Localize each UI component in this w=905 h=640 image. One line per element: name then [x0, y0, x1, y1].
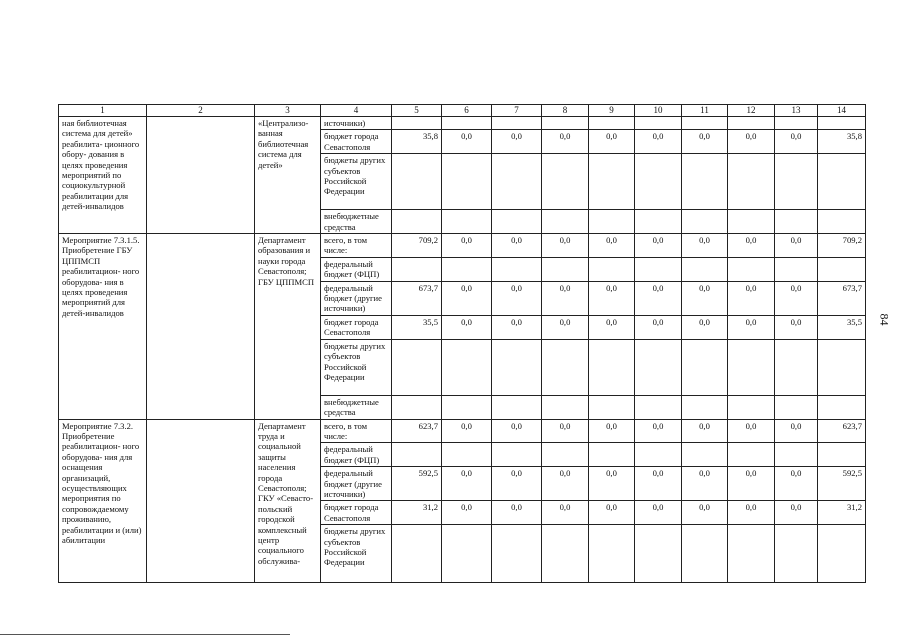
value-cell: 0,0: [492, 315, 542, 339]
value-cell: 0,0: [492, 234, 542, 258]
value-cell: [728, 339, 775, 395]
value-cell: [728, 395, 775, 419]
value-cell: [442, 339, 492, 395]
value-cell: [392, 154, 442, 210]
column-header: 4: [321, 105, 392, 117]
value-cell: 0,0: [682, 234, 728, 258]
value-cell: 0,0: [492, 419, 542, 443]
value-cell: [442, 395, 492, 419]
table-row: [59, 117, 866, 130]
column-header: 3: [255, 105, 321, 117]
empty-cell: [147, 419, 255, 583]
value-cell: [682, 443, 728, 467]
value-cell: [818, 210, 866, 234]
value-cell: 0,0: [442, 234, 492, 258]
value-cell: 0,0: [775, 467, 818, 501]
value-cell: [542, 339, 589, 395]
value-cell: [542, 525, 589, 583]
value-cell: [442, 443, 492, 467]
value-cell: 623,7: [392, 419, 442, 443]
value-cell: [635, 117, 682, 130]
value-cell: 673,7: [818, 281, 866, 315]
value-cell: 0,0: [492, 501, 542, 525]
value-cell: 0,0: [442, 315, 492, 339]
column-header: 6: [442, 105, 492, 117]
value-cell: [492, 117, 542, 130]
value-cell: 0,0: [728, 281, 775, 315]
value-cell: 31,2: [392, 501, 442, 525]
value-cell: [728, 257, 775, 281]
value-cell: 673,7: [392, 281, 442, 315]
value-cell: [635, 154, 682, 210]
value-cell: [392, 339, 442, 395]
value-cell: [392, 257, 442, 281]
executor-cell: Департамент образования и науки города Севастополя; ГБУ ЦППМСП: [255, 234, 321, 419]
value-cell: [682, 117, 728, 130]
value-cell: 35,8: [818, 130, 866, 154]
funding-source-cell: федеральный бюджет (другие источники): [321, 281, 392, 315]
value-cell: 709,2: [392, 234, 442, 258]
value-cell: [682, 395, 728, 419]
value-cell: [775, 525, 818, 583]
value-cell: 0,0: [492, 130, 542, 154]
value-cell: [392, 395, 442, 419]
empty-cell: [147, 117, 255, 234]
value-cell: 0,0: [442, 501, 492, 525]
value-cell: [589, 443, 635, 467]
value-cell: [392, 117, 442, 130]
value-cell: [682, 210, 728, 234]
value-cell: 0,0: [635, 315, 682, 339]
value-cell: 0,0: [442, 419, 492, 443]
value-cell: [775, 395, 818, 419]
value-cell: 0,0: [589, 130, 635, 154]
column-header: 5: [392, 105, 442, 117]
value-cell: [818, 395, 866, 419]
value-cell: [775, 257, 818, 281]
value-cell: 0,0: [542, 130, 589, 154]
value-cell: [728, 525, 775, 583]
value-cell: [542, 117, 589, 130]
value-cell: [775, 154, 818, 210]
value-cell: 0,0: [635, 419, 682, 443]
value-cell: [492, 339, 542, 395]
value-cell: 0,0: [775, 234, 818, 258]
value-cell: [818, 339, 866, 395]
page-number: 84: [877, 313, 892, 326]
value-cell: [818, 154, 866, 210]
value-cell: 709,2: [818, 234, 866, 258]
funding-source-cell: источники): [321, 117, 392, 130]
value-cell: [542, 154, 589, 210]
value-cell: 0,0: [542, 501, 589, 525]
value-cell: 0,0: [442, 467, 492, 501]
executor-cell: Департамент труда и социальной защиты населения города Севастополя; ГКУ «Севасто- польский городской комплексный центр социального обслужива-: [255, 419, 321, 583]
value-cell: 0,0: [589, 281, 635, 315]
value-cell: [442, 257, 492, 281]
value-cell: [589, 154, 635, 210]
column-header: 1: [59, 105, 147, 117]
value-cell: 0,0: [635, 501, 682, 525]
funding-source-cell: всего, в том числе:: [321, 234, 392, 258]
value-cell: [635, 210, 682, 234]
value-cell: 0,0: [728, 467, 775, 501]
value-cell: [818, 443, 866, 467]
value-cell: 0,0: [589, 467, 635, 501]
value-cell: 0,0: [728, 419, 775, 443]
value-cell: 0,0: [492, 467, 542, 501]
measure-name-cell: Мероприятие 7.3.1.5. Приобретение ГБУ ЦППМСП реабилитацион- ного оборудова- ния в целях проведения мероприятий для детей-инвалидов: [59, 234, 147, 419]
column-header: 12: [728, 105, 775, 117]
value-cell: 0,0: [589, 315, 635, 339]
funding-source-cell: бюджеты других субъектов Российской Федерации: [321, 339, 392, 395]
value-cell: [492, 395, 542, 419]
value-cell: 0,0: [635, 467, 682, 501]
value-cell: [492, 257, 542, 281]
value-cell: [635, 525, 682, 583]
value-cell: [492, 154, 542, 210]
bottom-rule: [0, 634, 290, 635]
value-cell: 0,0: [682, 281, 728, 315]
value-cell: 0,0: [682, 467, 728, 501]
value-cell: [392, 210, 442, 234]
value-cell: 0,0: [442, 281, 492, 315]
value-cell: 0,0: [728, 501, 775, 525]
funding-source-cell: федеральный бюджет (ФЦП): [321, 443, 392, 467]
value-cell: 0,0: [635, 234, 682, 258]
value-cell: [728, 117, 775, 130]
value-cell: 0,0: [635, 130, 682, 154]
value-cell: [682, 154, 728, 210]
value-cell: [635, 395, 682, 419]
value-cell: 0,0: [442, 130, 492, 154]
value-cell: 31,2: [818, 501, 866, 525]
value-cell: 0,0: [728, 130, 775, 154]
value-cell: 0,0: [728, 234, 775, 258]
value-cell: [775, 443, 818, 467]
value-cell: [635, 443, 682, 467]
value-cell: [818, 117, 866, 130]
value-cell: [635, 339, 682, 395]
value-cell: [392, 443, 442, 467]
measure-name-cell: ная библиотечная система для детей» реабилита- ционного обору- дования в целях проведения мероприятий по социокультурной реабилитации для детей-инвалидов: [59, 117, 147, 234]
value-cell: [682, 339, 728, 395]
value-cell: 623,7: [818, 419, 866, 443]
value-cell: 0,0: [589, 501, 635, 525]
value-cell: [442, 154, 492, 210]
value-cell: 0,0: [775, 130, 818, 154]
column-header: 9: [589, 105, 635, 117]
value-cell: 0,0: [542, 467, 589, 501]
column-header: 10: [635, 105, 682, 117]
value-cell: [492, 210, 542, 234]
value-cell: 0,0: [635, 281, 682, 315]
value-cell: [589, 395, 635, 419]
value-cell: [775, 117, 818, 130]
executor-cell: «Централизо- ванная библиотечная система для детей»: [255, 117, 321, 234]
funding-source-cell: бюджет города Севастополя: [321, 501, 392, 525]
value-cell: [392, 525, 442, 583]
value-cell: 0,0: [682, 315, 728, 339]
value-cell: [728, 210, 775, 234]
value-cell: 0,0: [728, 315, 775, 339]
column-header: 14: [818, 105, 866, 117]
funding-source-cell: внебюджетные средства: [321, 210, 392, 234]
value-cell: 592,5: [818, 467, 866, 501]
value-cell: [542, 395, 589, 419]
value-cell: [682, 525, 728, 583]
column-header: 11: [682, 105, 728, 117]
funding-source-cell: бюджеты других субъектов Российской Федерации: [321, 154, 392, 210]
value-cell: 0,0: [542, 315, 589, 339]
value-cell: 0,0: [542, 419, 589, 443]
column-header: 8: [542, 105, 589, 117]
value-cell: [589, 210, 635, 234]
value-cell: [682, 257, 728, 281]
funding-source-cell: федеральный бюджет (другие источники): [321, 467, 392, 501]
value-cell: [442, 210, 492, 234]
value-cell: [542, 257, 589, 281]
column-header: 13: [775, 105, 818, 117]
value-cell: 0,0: [775, 315, 818, 339]
value-cell: [775, 210, 818, 234]
value-cell: 0,0: [492, 281, 542, 315]
value-cell: [818, 257, 866, 281]
table-row: [59, 419, 866, 443]
value-cell: [442, 117, 492, 130]
value-cell: 0,0: [775, 501, 818, 525]
value-cell: [492, 443, 542, 467]
funding-source-cell: внебюджетные средства: [321, 395, 392, 419]
value-cell: [589, 525, 635, 583]
value-cell: 592,5: [392, 467, 442, 501]
value-cell: [589, 339, 635, 395]
value-cell: [542, 210, 589, 234]
column-header: 2: [147, 105, 255, 117]
funding-source-cell: федеральный бюджет (ФЦП): [321, 257, 392, 281]
column-header: 7: [492, 105, 542, 117]
value-cell: 0,0: [542, 281, 589, 315]
value-cell: [442, 525, 492, 583]
value-cell: [728, 154, 775, 210]
table-body: [59, 105, 866, 583]
value-cell: 0,0: [589, 419, 635, 443]
value-cell: 35,8: [392, 130, 442, 154]
value-cell: 0,0: [589, 234, 635, 258]
value-cell: 0,0: [775, 419, 818, 443]
funding-source-cell: бюджеты других субъектов Российской Федерации: [321, 525, 392, 583]
value-cell: 35,5: [818, 315, 866, 339]
funding-source-cell: бюджет города Севастополя: [321, 315, 392, 339]
value-cell: 0,0: [682, 501, 728, 525]
value-cell: [589, 257, 635, 281]
value-cell: 0,0: [682, 419, 728, 443]
empty-cell: [147, 234, 255, 419]
value-cell: [775, 339, 818, 395]
value-cell: 35,5: [392, 315, 442, 339]
value-cell: [589, 117, 635, 130]
header-row: [59, 105, 866, 117]
value-cell: 0,0: [542, 234, 589, 258]
funding-source-cell: бюджет города Севастополя: [321, 130, 392, 154]
value-cell: 0,0: [682, 130, 728, 154]
value-cell: [818, 525, 866, 583]
value-cell: [635, 257, 682, 281]
value-cell: [728, 443, 775, 467]
table-row: [59, 234, 866, 258]
measure-name-cell: Мероприятие 7.3.2. Приобретение реабилитацион- ного оборудова- ния для оснащения организаций, осуществляющих мероприятия по сопровождаемому проживанию, реабилитации и (или) абилитации: [59, 419, 147, 583]
value-cell: [492, 525, 542, 583]
funding-source-cell: всего, в том числе:: [321, 419, 392, 443]
budget-table: [58, 104, 866, 583]
value-cell: [542, 443, 589, 467]
value-cell: 0,0: [775, 281, 818, 315]
